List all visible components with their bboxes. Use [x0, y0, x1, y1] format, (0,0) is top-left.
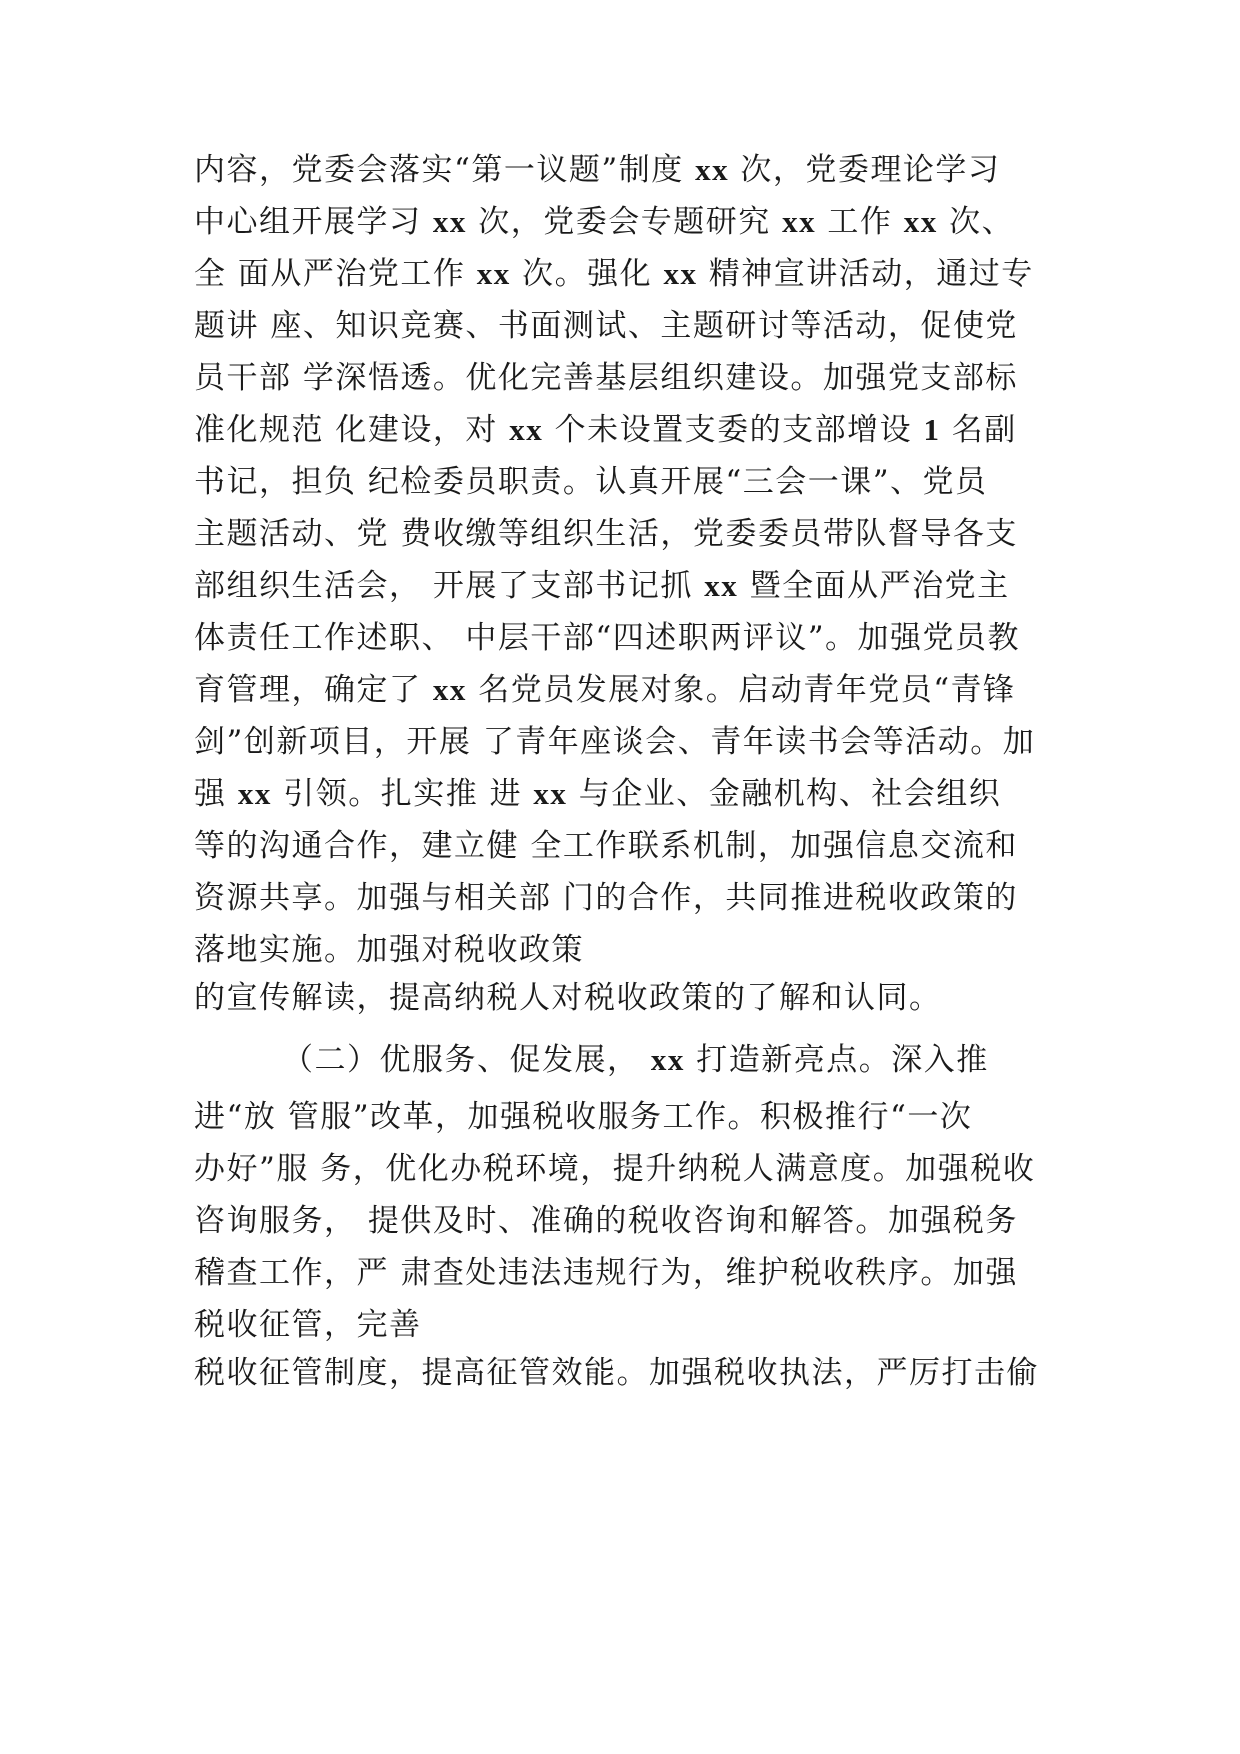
text-line: 员干部 学深悟透。优化完善基层组织建设。加强党支部标: [194, 360, 1018, 396]
text-line: 题讲 座、知识竞赛、书面测试、主题研讨等活动，促使党: [194, 308, 1018, 344]
text-line: 的宣传解读，提高纳税人对税收政策的了解和认同。: [194, 980, 942, 1016]
text-line: 内容，党委会落实“第一议题”制度 xx 次，党委理论学习: [194, 152, 1001, 188]
text-line: 部组织生活会， 开展了支部书记抓 xx 暨全面从严治党主: [194, 568, 1010, 604]
text-line: 主题活动、党 费收缴等组织生活，党委委员带队督导各支: [194, 516, 1018, 552]
text-line: 落地实施。加强对税收政策: [194, 932, 584, 968]
text-line: 税收征管制度，提高征管效能。加强税收执法，严厉打击偷: [194, 1355, 1039, 1391]
text-line: 全 面从严治党工作 xx 次。强化 xx 精神宣讲活动，通过专: [194, 256, 1034, 292]
text-line: 税收征管，完善: [194, 1307, 422, 1343]
text-line: 育管理，确定了 xx 名党员发展对象。启动青年党员“青锋: [194, 672, 1016, 708]
text-line: 书记，担负 纪检委员职责。认真开展“三会一课”、党员: [194, 464, 988, 500]
text-line: 体责任工作述职、 中层干部“四述职两评议”。加强党员教: [194, 620, 1021, 656]
text-line: 资源共享。加强与相关部 门的合作，共同推进税收政策的: [194, 880, 1018, 916]
text-line: 中心组开展学习 xx 次，党委会专题研究 xx 工作 xx 次、: [194, 204, 1015, 240]
text-line: 进“放 管服”改革，加强税收服务工作。积极推行“一次: [194, 1099, 973, 1135]
text-line: 咨询服务， 提供及时、准确的税收咨询和解答。加强税务: [194, 1203, 1018, 1239]
text-line: 稽查工作，严 肃查处违法违规行为，维护税收秩序。加强: [194, 1255, 1018, 1291]
section-heading-line: （二）优服务、促发展， xx 打造新亮点。深入推: [282, 1042, 989, 1078]
text-line: 等的沟通合作，建立健 全工作联系机制，加强信息交流和: [194, 828, 1018, 864]
text-line: 准化规范 化建设，对 xx 个未设置支委的支部增设 1 名副: [194, 412, 1017, 448]
text-line: 强 xx 引领。扎实推 进 xx 与企业、金融机构、社会组织: [194, 776, 1002, 812]
text-line: 剑”创新项目，开展 了青年座谈会、青年读书会等活动。加: [194, 724, 1036, 760]
text-line: 办好”服 务，优化办税环境，提升纳税人满意度。加强税收: [194, 1151, 1036, 1187]
